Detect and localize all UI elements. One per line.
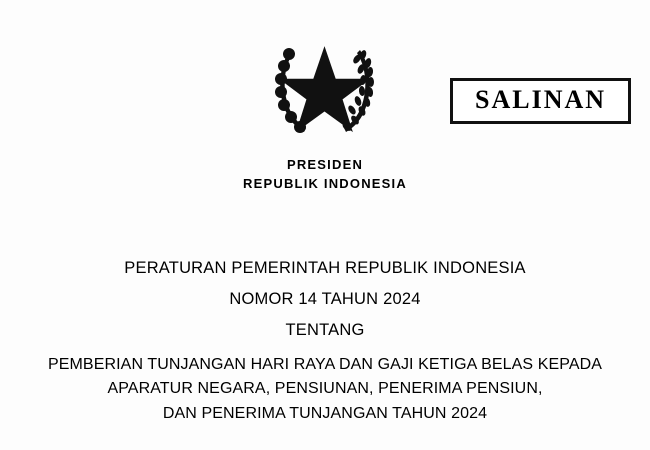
about-label: TENTANG <box>285 321 365 340</box>
emblem-caption-line-2: REPUBLIK INDONESIA <box>243 175 407 191</box>
subject-block <box>0 353 650 427</box>
garuda-star-emblem-icon <box>260 28 390 148</box>
emblem-caption <box>0 156 650 194</box>
salinan-stamp-label: SALINAN <box>475 85 607 114</box>
emblem-caption-line-1: PRESIDEN <box>286 157 364 172</box>
subject-line-1: PEMBERIAN TUNJANGAN HARI RAYA DAN GAJI KETIGA BELAS KEPADA <box>47 355 603 373</box>
title-block <box>0 255 650 427</box>
regulation-number: NOMOR 14 TAHUN 2024 <box>229 290 421 309</box>
subject-line-2: APARATUR NEGARA, PENSIUNAN, PENERIMA PENSIUN, <box>107 380 543 398</box>
subject-line-3: DAN PENERIMA TUNJANGAN TAHUN 2024 <box>162 405 488 423</box>
salinan-stamp <box>450 78 631 124</box>
page-title: PERATURAN PEMERINTAH REPUBLIK INDONESIA <box>124 259 526 277</box>
